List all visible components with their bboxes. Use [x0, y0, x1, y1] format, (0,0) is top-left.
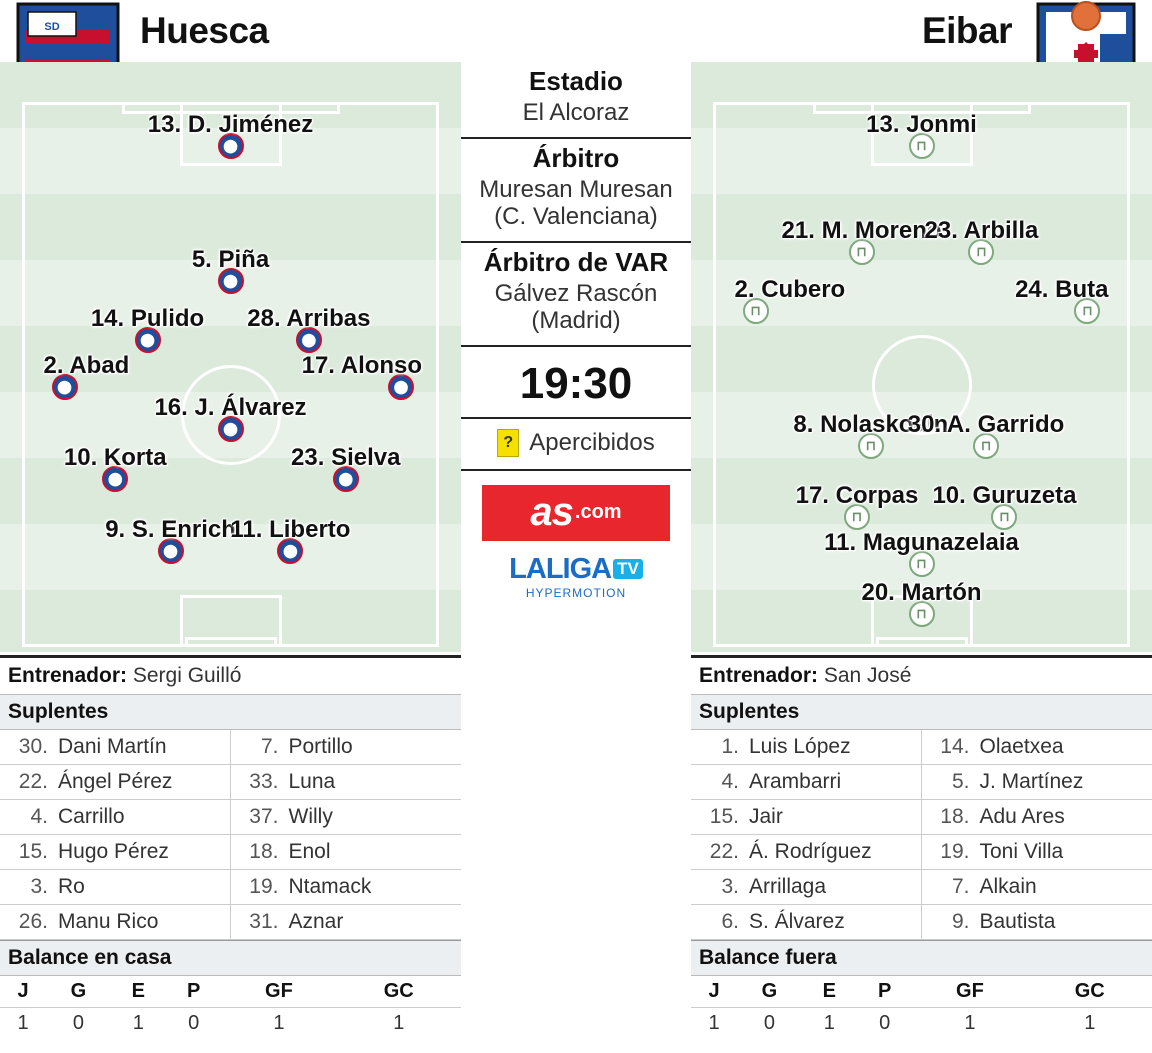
substitute-number: 1.	[721, 735, 739, 758]
substitute-name: S. Álvarez	[749, 910, 845, 933]
player-dot-icon: ⬤	[388, 374, 414, 400]
substitute-name: Jair	[749, 805, 783, 828]
player-dot-icon: ⬤	[135, 327, 161, 353]
substitute-name: Carrillo	[58, 805, 125, 828]
player-dot-icon: ⊓	[909, 551, 935, 577]
balance-cell: 1	[823, 1012, 835, 1034]
svg-text:SD: SD	[44, 21, 60, 33]
player-marker[interactable]	[1015, 275, 1109, 324]
balance-column-header: J	[691, 976, 737, 1008]
substitute-item[interactable]	[0, 835, 231, 870]
player-dot-icon: ⊓	[909, 601, 935, 627]
substitute-item[interactable]	[922, 870, 1152, 905]
substitute-item[interactable]	[691, 835, 922, 870]
match-info-panel	[461, 62, 691, 762]
substitute-number: 9.	[951, 910, 970, 933]
player-dot-icon: ⊓	[968, 239, 994, 265]
player-dot-icon: ⬤	[218, 133, 244, 159]
away-balance-table	[691, 976, 1152, 1039]
player-name-label: 23. Sielva	[291, 444, 401, 472]
player-dot-icon: ⬤	[277, 538, 303, 564]
substitute-item[interactable]	[231, 905, 462, 940]
player-marker[interactable]	[291, 444, 401, 492]
player-name-label: 28. Arribas	[247, 305, 371, 333]
laliga-tv-badge: TV	[613, 559, 643, 579]
substitute-name: Arrillaga	[749, 875, 827, 898]
balance-cell: 1	[17, 1012, 29, 1034]
player-dot-icon: ⊓	[1074, 298, 1100, 324]
player-dot-icon: ⊓	[844, 504, 870, 530]
as-logo-text: as	[530, 490, 573, 535]
substitute-number: 14.	[940, 735, 970, 758]
balance-column-header: P	[166, 976, 221, 1008]
substitute-number: 15.	[709, 805, 739, 828]
player-dot-icon: ⊓	[849, 239, 875, 265]
substitute-name: Olaetxea	[979, 735, 1064, 758]
balance-column-header: E	[802, 976, 857, 1008]
substitute-name: Manu Rico	[58, 910, 159, 933]
player-dot-icon: ⬤	[218, 268, 244, 294]
home-coach-row	[0, 655, 461, 695]
substitute-name: Ángel Pérez	[58, 770, 173, 793]
substitute-name: J. Martínez	[979, 770, 1084, 793]
substitute-name: Portillo	[288, 735, 353, 758]
balance-cell: 0	[72, 1012, 84, 1034]
as-logo-suffix: .com	[574, 501, 622, 524]
player-marker[interactable]	[105, 515, 236, 564]
player-name-label: 8. Nolaskoain	[793, 410, 949, 438]
referee-label: Árbitro	[532, 142, 620, 173]
substitute-item[interactable]	[0, 800, 231, 835]
substitute-item[interactable]	[922, 905, 1152, 940]
player-name-label: 13. D. Jiménez	[147, 111, 314, 139]
away-pitch	[691, 62, 1152, 652]
substitute-item[interactable]	[231, 730, 462, 765]
substitute-item[interactable]	[0, 870, 231, 905]
home-coach-name: Sergi Guilló	[132, 664, 242, 687]
player-dot-icon: ⊓	[973, 433, 999, 459]
substitute-item[interactable]	[691, 730, 922, 765]
player-name-label: 13. Jonmi	[866, 111, 977, 139]
player-name-label: 17. Alonso	[301, 351, 423, 379]
substitute-item[interactable]	[231, 800, 462, 835]
referee-value: Muresan Muresan (C. Valenciana)	[479, 175, 673, 231]
balance-cell: 0	[763, 1012, 775, 1034]
balance-cell: 1	[708, 1012, 720, 1034]
substitute-item[interactable]	[0, 905, 231, 940]
player-dot-icon: ⬤	[218, 416, 244, 442]
substitute-item[interactable]	[922, 730, 1152, 765]
player-marker[interactable]	[154, 393, 307, 442]
substitute-item[interactable]	[922, 800, 1152, 835]
away-team-name: Eibar	[921, 10, 1012, 51]
substitute-name: Aznar	[288, 910, 344, 933]
balance-cell: 1	[393, 1012, 405, 1034]
home-bottom-panel	[0, 655, 461, 1039]
away-coach-label: Entrenador:	[699, 664, 819, 687]
substitute-number: 30.	[18, 735, 48, 758]
home-coach-label: Entrenador:	[8, 664, 128, 687]
balance-column-header: GC	[337, 976, 461, 1008]
substitute-name: Bautista	[979, 910, 1056, 933]
substitute-name: Ro	[58, 875, 85, 898]
player-dot-icon: ⊓	[991, 504, 1017, 530]
player-name-label: 11. Magunazelaia	[824, 528, 1019, 556]
yellow-card-icon: ?	[497, 429, 519, 457]
player-name-label: 11. Liberto	[230, 515, 351, 543]
away-team-name-wrap	[922, 10, 1012, 52]
player-marker[interactable]	[191, 246, 270, 294]
substitute-item[interactable]	[231, 765, 462, 800]
var-label: Árbitro de VAR	[483, 246, 669, 277]
substitute-name: Ntamack	[288, 875, 372, 898]
player-dot-icon: ⊓	[909, 133, 935, 159]
substitute-item[interactable]	[231, 870, 462, 905]
balance-column-header: GF	[912, 976, 1027, 1008]
player-marker[interactable]	[907, 410, 1065, 459]
substitute-number: 19.	[940, 840, 970, 863]
player-marker[interactable]	[63, 444, 167, 492]
substitute-number: 3.	[721, 875, 739, 898]
substitute-number: 33.	[249, 770, 279, 793]
substitute-item[interactable]	[231, 835, 462, 870]
player-name-label: 10. Guruzeta	[932, 482, 1077, 510]
substitute-name: Alkain	[979, 875, 1037, 898]
player-marker[interactable]	[781, 216, 942, 265]
balance-column-header: G	[737, 976, 802, 1008]
home-balance-table	[0, 976, 461, 1039]
substitute-name: Arambarri	[749, 770, 842, 793]
player-name-label: 30. A. Garrido	[907, 410, 1065, 438]
stadium-value: El Alcoraz	[522, 99, 630, 126]
laliga-hypermotion: HYPERMOTION	[525, 585, 627, 600]
player-marker[interactable]	[924, 216, 1039, 265]
player-marker[interactable]	[932, 482, 1077, 530]
home-subs-header: Suplentes	[0, 695, 461, 730]
player-dot-icon: ⬤	[333, 466, 359, 492]
substitute-number: 5.	[951, 770, 970, 793]
stadium-block	[461, 62, 691, 139]
stadium-label: Estadio	[529, 66, 623, 96]
substitute-name: Á. Rodríguez	[749, 840, 872, 863]
away-balance-header: Balance fuera	[691, 940, 1152, 976]
balance-cell: 0	[188, 1012, 200, 1034]
var-value: Gálvez Rascón (Madrid)	[494, 279, 658, 335]
substitute-number: 4.	[721, 770, 739, 793]
as-com-logo	[482, 485, 670, 541]
balance-cell: 0	[879, 1012, 891, 1034]
balance-column-header: E	[111, 976, 166, 1008]
substitute-number: 37.	[249, 805, 279, 828]
player-dot-icon: ⬤	[102, 466, 128, 492]
substitute-number: 22.	[709, 840, 739, 863]
balance-cell: 1	[1084, 1012, 1096, 1034]
balance-column-header: GF	[221, 976, 336, 1008]
kickoff-block	[461, 347, 691, 419]
substitute-number: 31.	[249, 910, 279, 933]
substitute-number: 18.	[940, 805, 970, 828]
substitute-number: 6.	[721, 910, 739, 933]
player-dot-icon: ⬤	[296, 327, 322, 353]
away-bottom-panel	[691, 655, 1152, 1039]
substitute-item[interactable]	[922, 765, 1152, 800]
substitute-name: Adu Ares	[979, 805, 1065, 828]
substitute-number: 19.	[249, 875, 279, 898]
balance-column-header: G	[46, 976, 111, 1008]
substitute-number: 7.	[951, 875, 970, 898]
player-marker[interactable]	[734, 275, 846, 324]
substitute-name: Willy	[288, 805, 333, 828]
referee-block	[461, 139, 691, 243]
home-pitch	[0, 62, 461, 652]
substitute-number: 3.	[30, 875, 48, 898]
player-marker[interactable]	[866, 111, 977, 159]
laliga-text: LALIGA	[509, 552, 612, 585]
substitute-name: Toni Villa	[979, 840, 1064, 863]
player-name-label: 14. Pulido	[90, 305, 205, 333]
substitute-number: 15.	[18, 840, 48, 863]
match-header	[0, 0, 1152, 62]
balance-column-header: J	[0, 976, 46, 1008]
substitute-item[interactable]	[691, 765, 922, 800]
player-marker[interactable]	[861, 579, 982, 627]
substitute-number: 4.	[30, 805, 48, 828]
substitute-number: 22.	[18, 770, 48, 793]
substitute-name: Luis López	[749, 735, 851, 758]
player-dot-icon: ⬤	[158, 538, 184, 564]
substitute-name: Enol	[288, 840, 331, 863]
player-name-label: 24. Buta	[1015, 275, 1109, 303]
substitute-item[interactable]	[691, 870, 922, 905]
balance-column-header: GC	[1028, 976, 1152, 1008]
substitute-item[interactable]	[691, 800, 922, 835]
bottom-divider	[461, 655, 463, 1053]
player-dot-icon: ⊓	[743, 298, 769, 324]
home-balance-header: Balance en casa	[0, 940, 461, 976]
substitute-item[interactable]	[922, 835, 1152, 870]
away-subs-list	[691, 730, 1152, 940]
player-marker[interactable]	[230, 515, 351, 564]
player-dot-icon: ⬤	[52, 374, 78, 400]
balance-cell: 1	[273, 1012, 285, 1034]
player-name-label: 2. Cubero	[734, 275, 846, 303]
player-name-label: 9. S. Enrich	[105, 515, 236, 543]
home-subs-list	[0, 730, 461, 940]
player-dot-icon: ⊓	[858, 433, 884, 459]
warned-players-row	[461, 419, 691, 471]
balance-cell: 1	[132, 1012, 144, 1034]
home-team-name-wrap	[140, 10, 269, 52]
player-marker[interactable]	[90, 305, 205, 353]
substitute-item[interactable]	[0, 730, 231, 765]
substitute-item[interactable]	[0, 765, 231, 800]
player-marker[interactable]	[795, 482, 919, 530]
player-name-label: 5. Piña	[191, 246, 270, 274]
balance-cell: 1	[964, 1012, 976, 1034]
away-coach-name: San José	[823, 664, 912, 687]
player-name-label: 16. J. Álvarez	[154, 393, 307, 421]
player-name-label: 17. Corpas	[795, 482, 919, 510]
away-subs-header: Suplentes	[691, 695, 1152, 730]
kickoff-time: 19:30	[519, 358, 633, 408]
player-marker[interactable]	[301, 351, 423, 400]
substitute-number: 18.	[249, 840, 279, 863]
substitute-item[interactable]	[691, 905, 922, 940]
player-name-label: 23. Arbilla	[924, 216, 1039, 244]
var-block	[461, 243, 691, 347]
player-name-label: 10. Korta	[63, 444, 167, 472]
player-name-label: 2. Abad	[43, 351, 130, 379]
player-marker[interactable]	[824, 528, 1019, 577]
substitute-name: Dani Martín	[58, 735, 167, 758]
substitute-name: Luna	[288, 770, 336, 793]
player-name-label: 20. Martón	[861, 579, 982, 607]
laliga-tv-logo	[461, 553, 691, 600]
player-marker[interactable]	[147, 111, 314, 159]
player-marker[interactable]	[43, 351, 130, 400]
balance-column-header: P	[857, 976, 912, 1008]
player-name-label: 21. M. Moreno	[781, 216, 942, 244]
substitute-number: 7.	[260, 735, 279, 758]
warned-label: Apercibidos	[529, 428, 655, 456]
player-marker[interactable]	[247, 305, 371, 353]
substitute-name: Hugo Pérez	[58, 840, 169, 863]
player-marker[interactable]	[793, 410, 949, 459]
substitute-number: 26.	[18, 910, 48, 933]
home-team-name: Huesca	[140, 10, 269, 51]
away-coach-row	[691, 655, 1152, 695]
